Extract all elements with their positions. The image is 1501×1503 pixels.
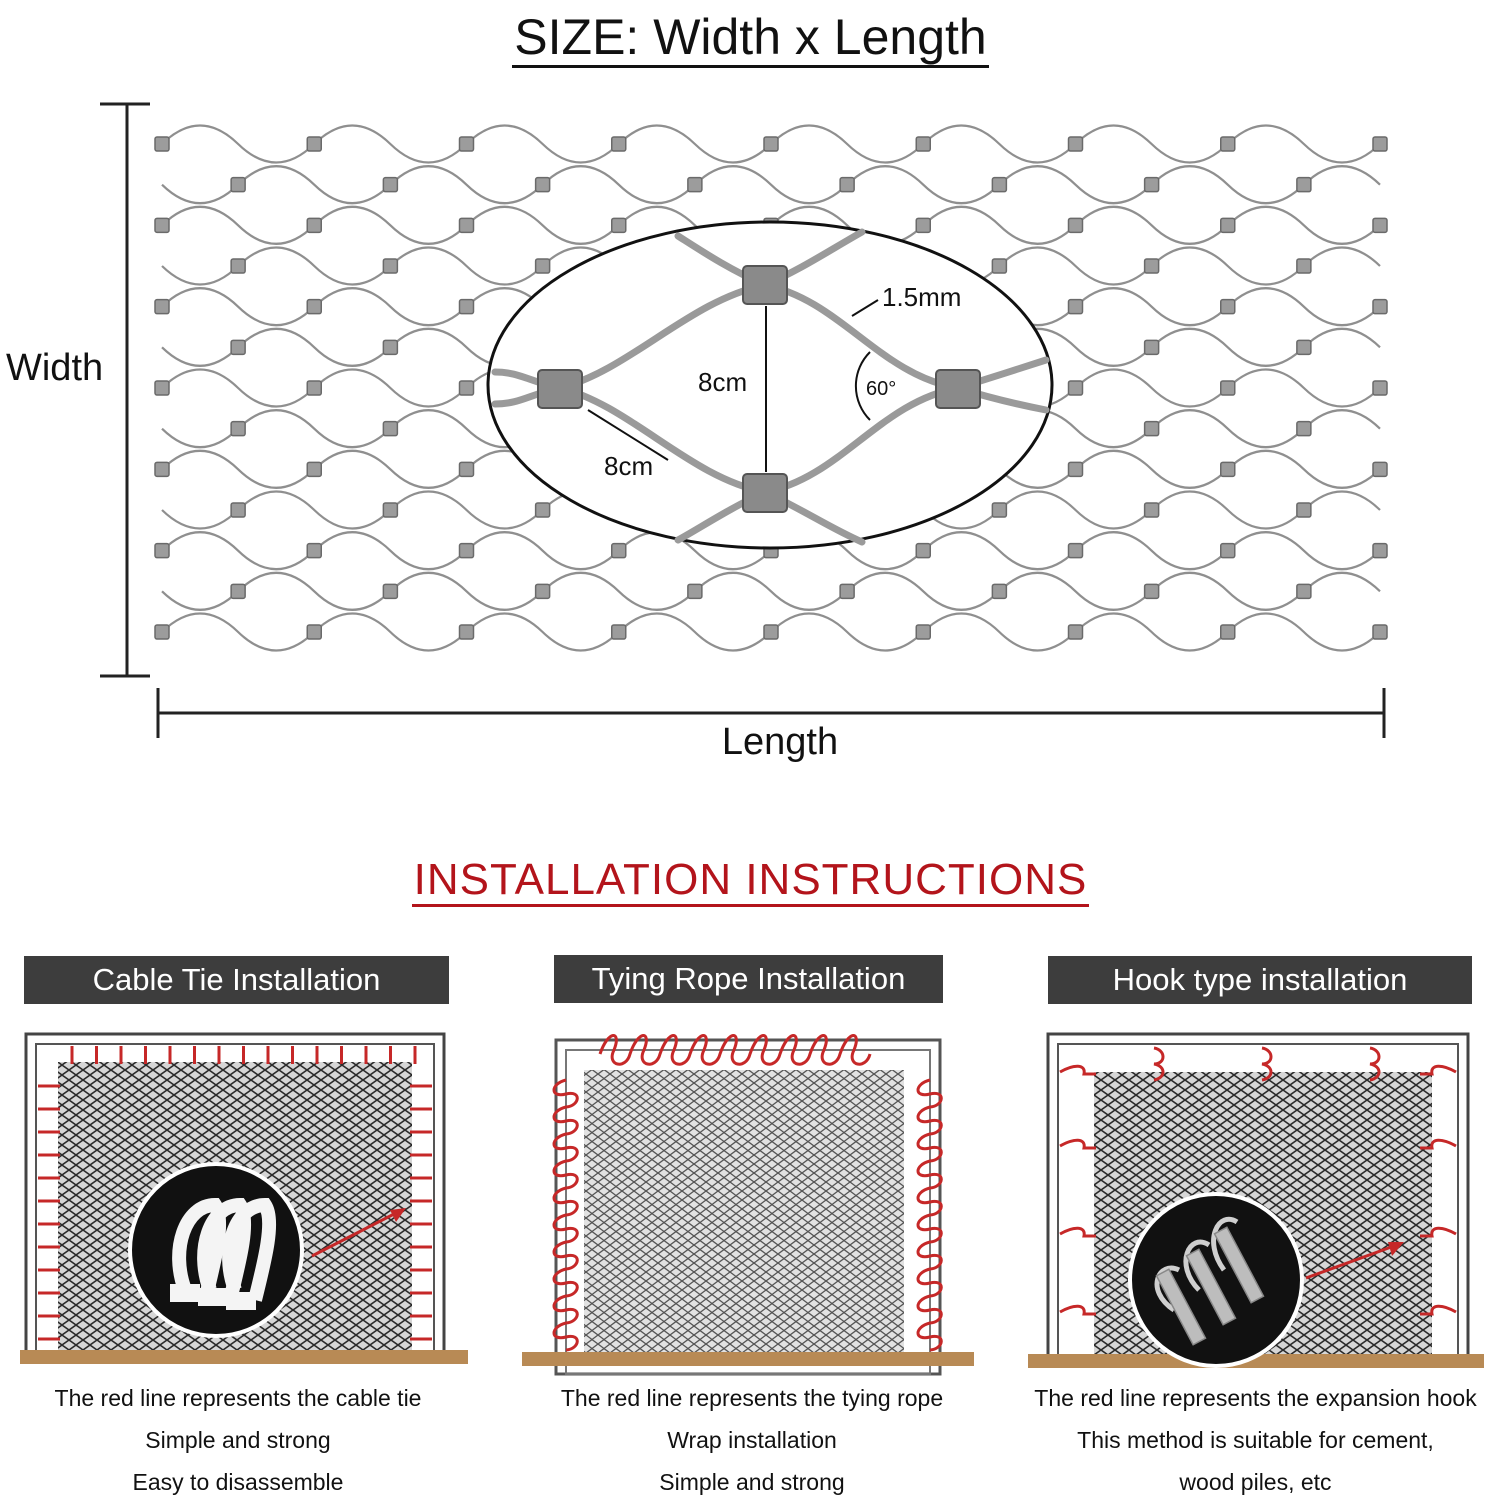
caption-line: The red line represents the tying rope [560,1385,944,1411]
mesh-detail-zoom [0,0,1501,720]
hook-mark [1060,1066,1096,1074]
ferrule [538,370,582,408]
ferrule [743,474,787,512]
rope-wrap-right [918,1080,941,1350]
hook-type-header: Hook type installation [1048,956,1472,1004]
hook-type-diagram [1024,1020,1484,1370]
ground [522,1352,974,1366]
tying-rope-caption [500,1377,1004,1503]
hook-mark [1060,1140,1096,1148]
hook-mark [1420,1066,1456,1074]
angle-label: 60° [866,378,897,400]
vertical-spacing-label: 8cm [698,367,748,397]
wire-diameter-label: 1.5mm [882,282,962,312]
length-label: Length [721,721,839,763]
hook-mark [1060,1306,1096,1314]
size-title: SIZE: Width x Length [0,6,1501,68]
caption-line: This method is suitable for cement, [1077,1427,1434,1453]
caption-line: Simple and strong [659,1469,845,1495]
cable-tie-diagram [20,1020,480,1370]
hook-mark [1060,1228,1096,1236]
caption-line: Simple and strong [145,1427,331,1453]
caption-line: The red line represents the cable tie [54,1385,422,1411]
cable-tie-header: Cable Tie Installation [24,956,449,1004]
mesh-panel [584,1070,904,1360]
caption-line: The red line represents the expansion hook [1034,1385,1477,1411]
caption-line: wood piles, etc [1179,1469,1332,1495]
diagonal-spacing-label: 8cm [604,451,654,481]
hook-type-caption [1010,1377,1501,1503]
caption-line: Wrap installation [667,1427,837,1453]
tying-rope-diagram [520,1020,980,1370]
ground [20,1350,468,1364]
installation-title: INSTALLATION INSTRUCTIONS [0,852,1501,908]
width-label: Width [6,347,104,389]
caption-line: Easy to disassemble [132,1469,344,1495]
ferrule [936,370,980,408]
ferrule [743,266,787,304]
tying-rope-header: Tying Rope Installation [554,955,943,1003]
cable-tie-caption [0,1377,476,1503]
